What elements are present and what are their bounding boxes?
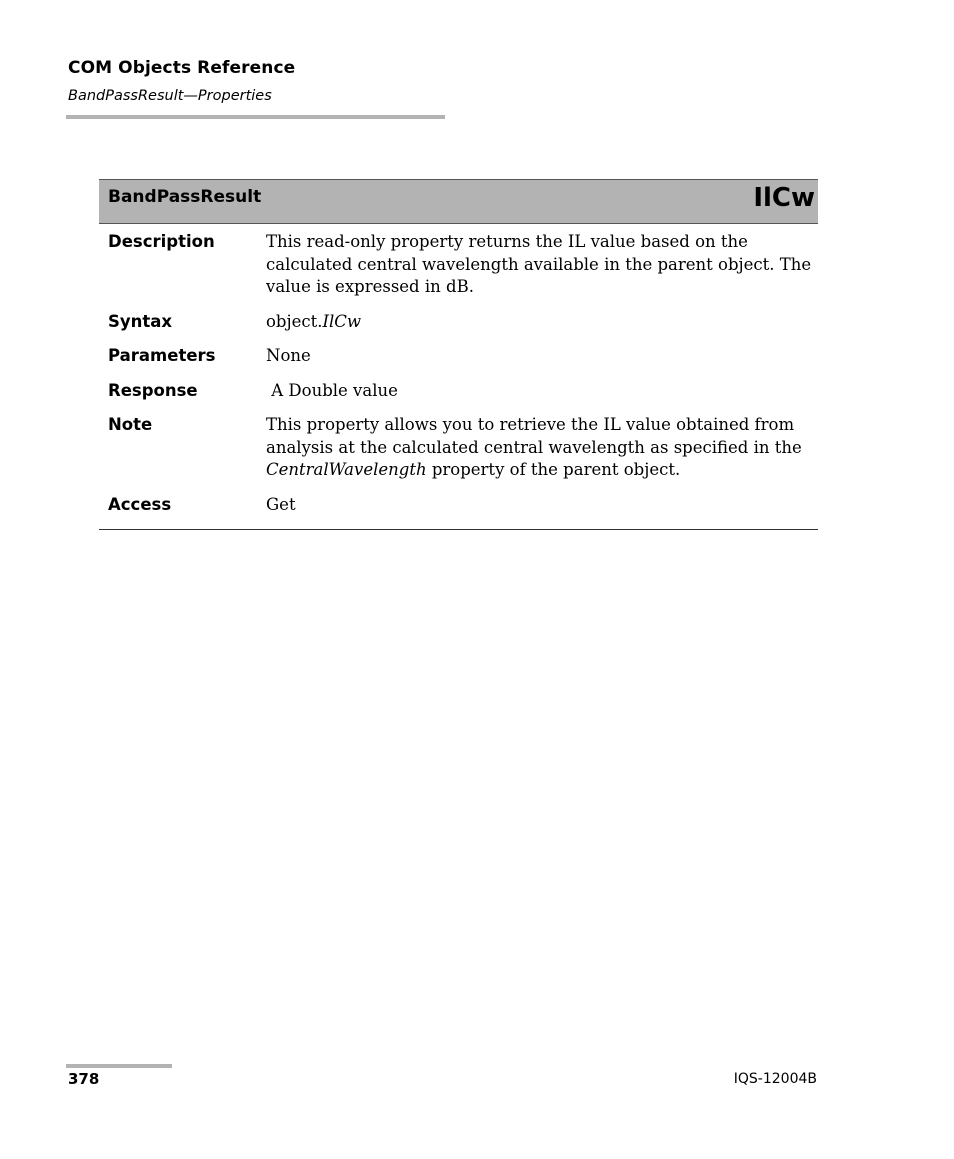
row-label: Response (108, 380, 198, 400)
row-label: Access (108, 494, 172, 514)
property-table (99, 179, 818, 530)
row-access (99, 487, 818, 517)
page-number: 378 (68, 1070, 100, 1088)
response-text: A Double value (271, 380, 398, 400)
syntax-property: IlCw (322, 311, 362, 331)
header-divider (66, 115, 445, 119)
note-text-before: This property allows you to retrieve the IL value obtained from analysis at the calculated central wavelength as specified in the (266, 415, 802, 457)
row-response (99, 373, 818, 403)
document-id: IQS-12004B (733, 1071, 817, 1087)
property-name: IlCw (753, 183, 815, 213)
property-table-header (99, 179, 818, 224)
row-note (99, 407, 818, 482)
row-description (99, 224, 818, 299)
row-parameters (99, 338, 818, 368)
row-value (266, 311, 818, 334)
note-text-after: property of the parent object. (426, 460, 681, 479)
row-value: This read-only property returns the IL value based on the calculated central wavelength available in the parent object. The value is expressed in dB. (266, 232, 812, 296)
row-value (266, 414, 818, 482)
row-label: Description (108, 232, 215, 251)
row-syntax (99, 304, 818, 334)
section-title: COM Objects Reference (68, 58, 296, 78)
section-subtitle: BandPassResult—Properties (68, 88, 272, 104)
row-label: Parameters (108, 346, 216, 365)
row-value: None (266, 346, 311, 365)
row-value: Get (266, 494, 296, 514)
property-rows (99, 224, 818, 530)
row-label: Note (108, 415, 153, 434)
row-value (266, 380, 818, 403)
row-label: Syntax (108, 311, 173, 331)
note-property-ref: CentralWavelength (266, 460, 427, 479)
syntax-prefix: object. (266, 311, 323, 331)
object-name: BandPassResult (108, 187, 262, 207)
footer-divider (66, 1064, 172, 1068)
